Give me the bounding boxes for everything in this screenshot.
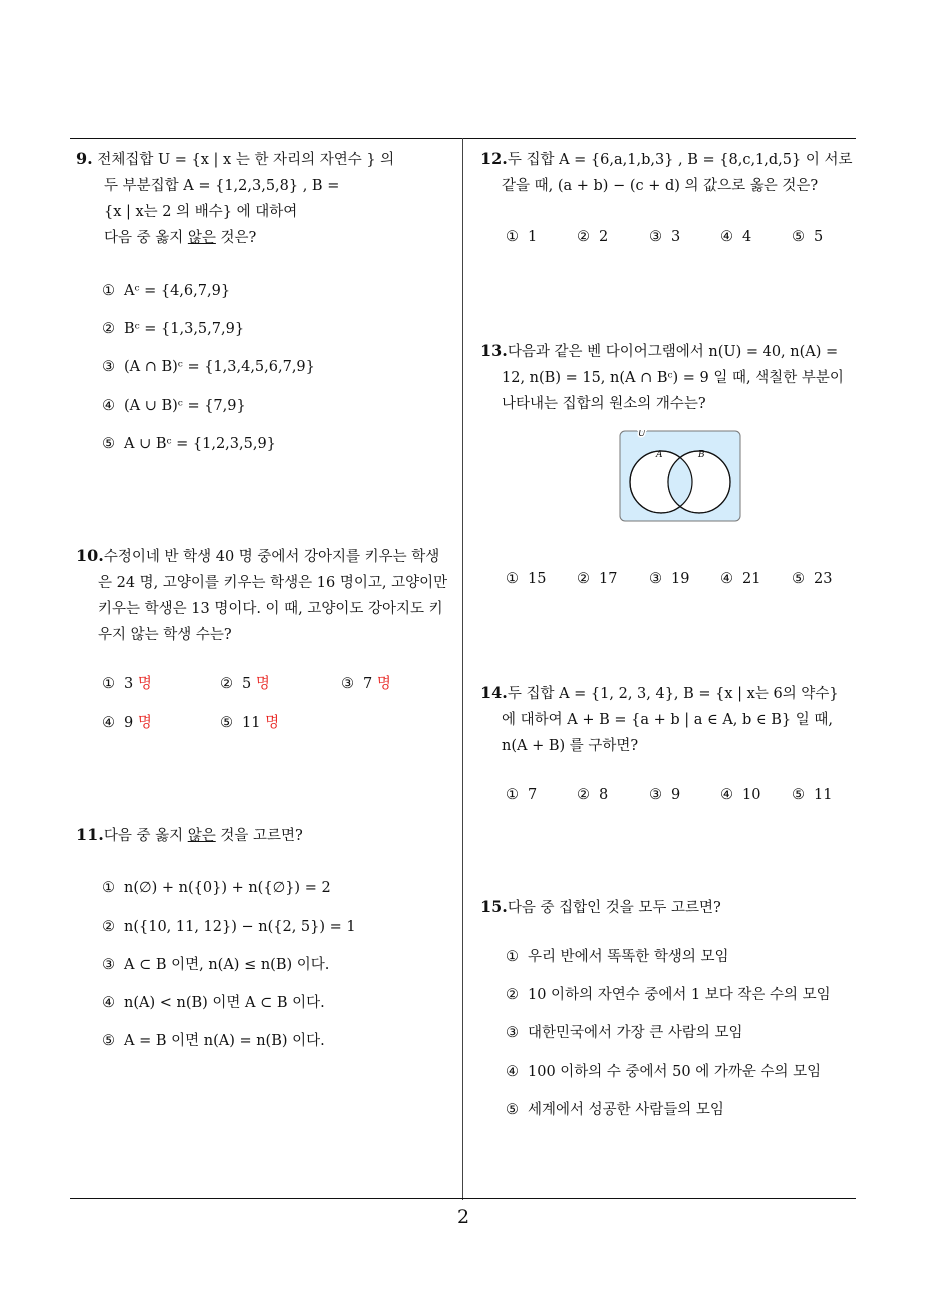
- answer-option[interactable]: ② 17: [577, 571, 618, 587]
- answer-option[interactable]: ③ A ⊂ B 이면, n(A) ≤ n(B) 이다.: [102, 957, 330, 973]
- question-text: 다음 중 집합인 것을 모두 고르면?: [507, 900, 721, 916]
- answer-option[interactable]: ② Bᶜ = {1,3,5,7,9}: [102, 321, 245, 337]
- underlined-word: 않은: [187, 230, 216, 246]
- answer-option[interactable]: ① Aᶜ = {4,6,7,9}: [102, 283, 231, 299]
- answer-option[interactable]: ③ 3: [649, 229, 681, 245]
- answer-option[interactable]: ① n(∅) + n({0}) + n({∅}) = 2: [102, 880, 331, 896]
- answer-option[interactable]: ④ n(A) < n(B) 이면 A ⊂ B 이다.: [102, 995, 325, 1011]
- answer-option[interactable]: ③ 9: [649, 787, 681, 803]
- question-text: 두 집합 A = {1, 2, 3, 4}, B = {x | x는 6의 약수}: [507, 686, 839, 702]
- page-number: 2: [456, 1206, 470, 1228]
- bottom-rule: [70, 1198, 856, 1199]
- top-rule: [70, 138, 856, 139]
- question-number: 10.: [76, 546, 104, 565]
- question-12: [480, 146, 860, 199]
- question-text: 다음 중 옳지 않은 것을 고르면?: [103, 828, 303, 844]
- question-text: n(A + B) 를 구하면?: [502, 738, 639, 754]
- answer-option[interactable]: ② 10 이하의 자연수 중에서 1 보다 작은 수의 모임: [506, 987, 831, 1003]
- question-15: [480, 894, 860, 921]
- question-text: 두 부분집합 A = {1,2,3,5,8} , B =: [104, 178, 340, 194]
- answer-option[interactable]: ③ (A ∩ B)ᶜ = {1,3,4,5,6,7,9}: [102, 359, 315, 375]
- question-text: 키우는 학생은 13 명이다. 이 때, 고양이도 강아지도 키: [98, 601, 443, 617]
- question-9: [76, 146, 456, 251]
- question-text: 12, n(B) = 15, n(A ∩ Bᶜ) = 9 일 때, 색칠한 부분이: [502, 370, 844, 386]
- question-text: 두 집합 A = {6,a,1,b,3} , B = {8,c,1,d,5} 이 서로: [507, 152, 853, 168]
- venn-diagram: [619, 430, 741, 522]
- question-text: 같을 때, (a + b) − (c + d) 의 값으로 옳은 것은?: [502, 178, 819, 194]
- question-text: 우지 않는 학생 수는?: [98, 627, 232, 643]
- answer-option[interactable]: ② 5 명: [220, 676, 270, 692]
- answer-option[interactable]: ⑤ 11: [792, 787, 833, 803]
- answer-option[interactable]: ④ (A ∪ B)ᶜ = {7,9}: [102, 398, 246, 414]
- answer-option[interactable]: ⑤ A = B 이면 n(A) = n(B) 이다.: [102, 1033, 325, 1049]
- question-text: 다음과 같은 벤 다이어그램에서 n(U) = 40, n(A) =: [507, 344, 839, 360]
- question-number: 13.: [480, 341, 508, 360]
- answer-option[interactable]: ② n({10, 11, 12}) − n({2, 5}) = 1: [102, 919, 356, 935]
- answer-option[interactable]: ⑤ 23: [792, 571, 833, 587]
- answer-option[interactable]: ① 15: [506, 571, 547, 587]
- answer-option[interactable]: ④ 10: [720, 787, 761, 803]
- question-13: [480, 338, 860, 417]
- answer-option[interactable]: ① 3 명: [102, 676, 152, 692]
- question-14: [480, 680, 860, 759]
- question-number: 11.: [76, 825, 104, 844]
- question-number: 12.: [480, 149, 508, 168]
- answer-option[interactable]: ④ 100 이하의 수 중에서 50 에 가까운 수의 모임: [506, 1064, 822, 1080]
- venn-label-a: A: [656, 450, 663, 460]
- answer-option[interactable]: ④ 9 명: [102, 715, 152, 731]
- answer-option[interactable]: ③ 7 명: [341, 676, 391, 692]
- answer-option[interactable]: ② 8: [577, 787, 609, 803]
- question-11: [76, 822, 456, 849]
- question-text: {x | x는 2 의 배수} 에 대하여: [104, 204, 298, 220]
- venn-label-b: B: [698, 450, 705, 460]
- answer-option[interactable]: ① 1: [506, 229, 538, 245]
- answer-option[interactable]: ⑤ 세계에서 성공한 사람들의 모임: [506, 1102, 724, 1118]
- question-number: 9.: [76, 149, 93, 168]
- answer-option[interactable]: ④ 4: [720, 229, 752, 245]
- answer-option[interactable]: ① 7: [506, 787, 538, 803]
- answer-option[interactable]: ⑤ A ∪ Bᶜ = {1,2,3,5,9}: [102, 436, 276, 452]
- answer-option[interactable]: ① 우리 반에서 똑똑한 학생의 모임: [506, 949, 729, 965]
- question-text: 은 24 명, 고양이를 키우는 학생은 16 명이고, 고양이만: [98, 575, 448, 591]
- question-10: [76, 543, 456, 648]
- venn-label-u: U: [638, 430, 646, 439]
- question-text: 다음 중 옳지 않은 것은?: [104, 230, 257, 246]
- question-number: 15.: [480, 897, 508, 916]
- question-text: 나타내는 집합의 원소의 개수는?: [502, 396, 706, 412]
- answer-option[interactable]: ⑤ 5: [792, 229, 824, 245]
- answer-option[interactable]: ② 2: [577, 229, 609, 245]
- answer-option[interactable]: ③ 19: [649, 571, 690, 587]
- question-text: 수정이네 반 학생 40 명 중에서 강아지를 키우는 학생: [103, 549, 440, 565]
- question-number: 14.: [480, 683, 508, 702]
- question-text: 전체집합 U = {x | x 는 한 자리의 자연수 } 의: [97, 152, 395, 168]
- column-divider: [462, 138, 463, 1200]
- answer-option[interactable]: ⑤ 11 명: [220, 715, 280, 731]
- underlined-word: 않은: [187, 828, 216, 844]
- answer-option[interactable]: ③ 대한민국에서 가장 큰 사람의 모임: [506, 1025, 743, 1041]
- answer-option[interactable]: ④ 21: [720, 571, 761, 587]
- question-text: 에 대하여 A + B = {a + b | a ∈ A, b ∈ B} 일 때,: [502, 712, 833, 728]
